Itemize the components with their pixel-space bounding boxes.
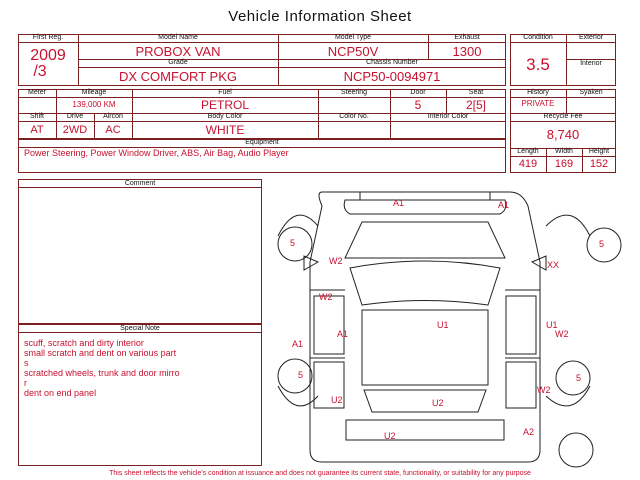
aircon-label: Aircon <box>103 113 123 120</box>
first-reg-label: First Reg. <box>32 34 64 41</box>
length-value: 419 <box>518 158 538 170</box>
sheet-title: Vehicle Information Sheet <box>228 8 412 25</box>
model-name-value: PROBOX VAN <box>135 44 221 59</box>
shift-value: AT <box>30 124 44 136</box>
seat-label: Seat <box>468 89 484 96</box>
damage-mark: U2 <box>331 395 343 405</box>
damage-mark: 5 <box>290 238 296 248</box>
damage-mark: U1 <box>437 320 449 330</box>
special-note-line: scuff, scratch and dirty interior <box>24 338 144 348</box>
door-value: 5 <box>414 98 422 112</box>
drive-label: Drive <box>66 113 84 120</box>
first-reg-year: 2009 <box>30 47 66 64</box>
damage-mark: U1 <box>546 320 558 330</box>
model-type-label: Model Type <box>334 34 372 41</box>
history-value: PRIVATE <box>521 99 555 108</box>
door-label: Door <box>410 89 426 96</box>
damage-mark: W2 <box>319 292 333 302</box>
special-note-label: Special Note <box>120 325 160 332</box>
first-reg-month: /3 <box>33 63 47 80</box>
damage-mark: A1 <box>393 198 405 208</box>
special-note-line: r <box>24 378 27 388</box>
damage-mark: W2 <box>555 329 569 339</box>
height-label: Height <box>588 148 610 155</box>
damage-mark: 5 <box>599 239 605 249</box>
damage-mark: U2 <box>432 398 444 408</box>
recycle-fee-label: Recycle Fee <box>543 113 583 120</box>
history-label: History <box>527 89 549 96</box>
damage-mark: 5 <box>298 370 304 380</box>
condition-label: Condition <box>523 34 553 41</box>
damage-mark: A1 <box>498 200 510 210</box>
comment-label: Comment <box>124 180 156 187</box>
shift-label: Shift <box>29 113 44 120</box>
damage-mark: U2 <box>384 431 396 441</box>
interior-label: Interior <box>580 60 602 67</box>
seat-value: 2[5] <box>465 98 486 112</box>
model-name-label: Model Name <box>158 34 198 41</box>
grade-value: DX COMFORT PKG <box>119 69 237 84</box>
mileage-value: 139,000 KM <box>72 100 116 109</box>
damage-mark: A1 <box>337 329 349 339</box>
fuel-value: PETROL <box>200 98 249 112</box>
special-note-line: s <box>24 358 29 368</box>
steering-label: Steering <box>340 89 368 96</box>
width-label: Width <box>555 148 573 155</box>
damage-mark: XX <box>547 260 560 270</box>
meter-label: Meter <box>28 89 46 96</box>
special-note-line: small scratch and dent on various part <box>24 348 177 358</box>
body-color-label: Body Color <box>207 113 243 120</box>
condition-value: 3.5 <box>526 55 550 74</box>
syaken-label: Syaken <box>579 89 603 96</box>
damage-mark: A2 <box>523 427 535 437</box>
fuel-label: Fuel <box>218 89 232 96</box>
drive-value: 2WD <box>62 124 88 136</box>
grade-label: Grade <box>168 59 188 66</box>
body-color-value: WHITE <box>205 123 245 137</box>
length-label: Length <box>517 148 539 155</box>
exhaust-label: Exhaust <box>454 34 480 41</box>
exhaust-value: 1300 <box>452 44 482 59</box>
damage-mark: 5 <box>576 373 582 383</box>
damage-mark: W2 <box>537 385 551 395</box>
special-note-line: scratched wheels, trunk and door mirro <box>24 368 180 378</box>
chassis-number-value: NCP50-0094971 <box>343 69 441 84</box>
mileage-label: Mileage <box>81 89 107 96</box>
damage-mark: W2 <box>329 256 343 266</box>
chassis-number-label: Chassis Number <box>366 59 418 66</box>
special-note-line: dent on end panel <box>24 388 97 398</box>
damage-mark: A1 <box>292 339 304 349</box>
color-no-label: Color No. <box>339 113 369 120</box>
recycle-fee-value: 8,740 <box>546 127 580 142</box>
width-value: 169 <box>554 158 574 170</box>
equipment-value: Power Steering, Power Window Driver, ABS, Air Bag, Audio Player <box>24 148 289 158</box>
interior-color-label: Interior Color <box>427 113 469 120</box>
aircon-value: AC <box>105 124 121 136</box>
model-type-value: NCP50V <box>327 44 379 59</box>
equipment-label: Equipment <box>245 139 279 146</box>
height-value: 152 <box>589 158 609 170</box>
exterior-label: Exterior <box>578 34 604 41</box>
footer-disclaimer: This sheet reflects the vehicle's condition at issuance and does not guarantee its current state, functionality, or suitability for any purpose <box>109 470 531 477</box>
